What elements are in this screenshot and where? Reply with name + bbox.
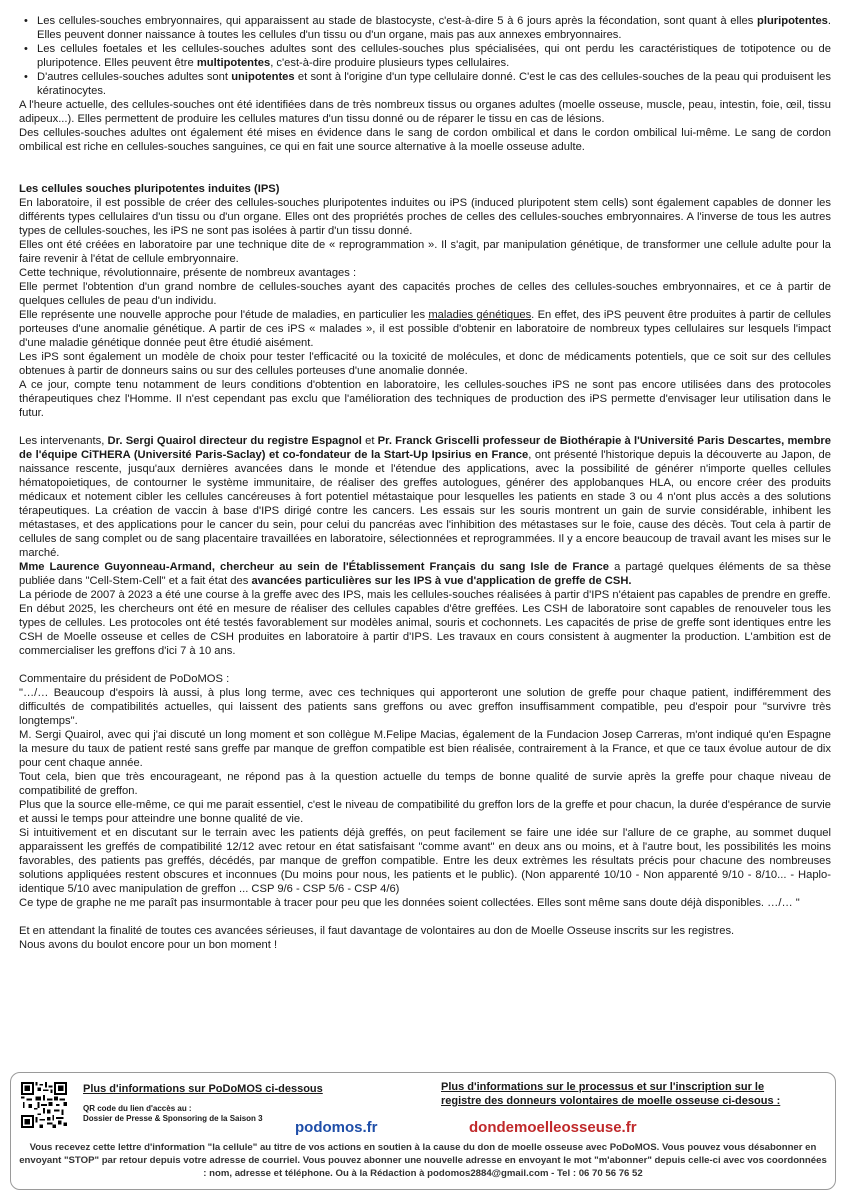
speaker-name: Mme Laurence Guyonneau-Armand, chercheur au sein de l'Établissement Français du sang Isle de France (19, 561, 610, 573)
qr-code-icon[interactable] (21, 1082, 67, 1128)
article-body (19, 14, 831, 952)
podomos-link[interactable]: podomos.fr (295, 1119, 378, 1136)
paragraph: Elle représente une nouvelle approche pour l'étude de maladies, en particulier les maladies génétiques. En effet, des iPS peuvent être produites à partir de cellules porteuses d'une anomalie génétique. A partir de ces iPS « malades », il est possible d'obtenir en laboratoire de nombreux types cellulaires sur lesquels l'impact d'une maladie génétique donnée peut être étudié aisément. (19, 309, 831, 349)
podomos-info-title: Plus d'informations sur PoDoMOS ci-dessous (83, 1083, 323, 1095)
paragraph: Les iPS sont également un modèle de choix pour tester l'efficacité ou la toxicité de molécules, et donc de médicaments potentiels, que ce soit sur des cellules obtenues à partir de donneurs sains ou sur des cellules porteuses d'une anomalie donnée. (19, 351, 831, 377)
paragraph: Elles ont été créées en laboratoire par une technique dite de « reprogrammation ». Il s'agit, par manipulation génétique, de transformer une cellule adulte pour la faire revenir à l'état de cellule embryonnaire. (19, 239, 831, 265)
speakers-paragraph: Les intervenants, Dr. Sergi Quairol directeur du registre Espagnol et Pr. Franck Griscelli professeur de Biothérapie à l'Université Paris Descartes, membre de l'équipe CiTHERA (Université Paris-Saclay) et co-fondateur de la Start-Up Ipsirius en France, ont présenté l'historique depuis la découverte au Japon, de naissance rescente, jusqu'aux dernières avancées dans le monde et l'étendue des applications, avec la possibilité de générer n'importe quelles cellules hématopoietiques, de contourner le système immunitaire, de réaliser des greffes autologues, générer des applobanques HLA, ou encore créer des produits médicaux et notement cibler les cellules cancéreuses à fort potentiel métastaique pour lesquelles les patients en stade 3 ou 4 n'ont plus accès a des solutions térapeutiques. La création de vaccin à base d'IPS dirigé contre les cancers. Les essais sur les souris montrent un gain de survie considérable, inhibent les métastases, et des applications pour le cancer du sein, pour celui du pancréas avec l'inhibition des métastases sur le foie, cause des décès. Tout cela à partir de cellules de sang complet ou de sang placentaire travaillées en laboratoire, sélectionnées et reprogrammées. Il y a encore beaucoup de travail avant les mises sur le marché. (19, 435, 832, 559)
paragraph: En laboratoire, il est possible de créer des cellules-souches pluripotentes induites ou iPS (induced pluripotent stem cells) sont également capables de donner les différents types cellulaires d'un tissu ou d'un organe. Elles ont des propriétés proches de celles des cellules-souches embryonnaires. A l'inverse de tous les autres types de cellules-souches, les iPS ne sont pas isolées à partir d'un tissu donné. (19, 197, 831, 237)
list-item (37, 70, 831, 98)
paragraph: Nous avons du boulot encore pour un bon moment ! (19, 939, 278, 951)
bullet-text: . Elles peuvent donner naissance à toutes les cellules d'un tissu ou d'un organe, mais pas aux annexes embryonnaires. (37, 15, 831, 41)
section-title-ips: Les cellules souches pluripotentes induites (IPS) (19, 183, 280, 195)
paragraph: Cette technique, révolutionnaire, présente de nombreux avantages : (19, 267, 357, 279)
paragraph: A ce jour, compte tenu notamment de leurs conditions d'obtention en laboratoire, les cellules-souches iPS ne sont pas encore utilisées dans des protocoles thérapeutiques chez l'Homme. Il n'est cependant pas exclu que l'amélioration des techniques de production des iPS permette d'envisager leur utilisation dans le futur. (19, 379, 831, 419)
list-item (37, 42, 831, 70)
genetic-diseases-link[interactable]: maladies génétiques (428, 309, 532, 321)
bullet-text: D'autres cellules-souches adultes sont (37, 71, 232, 83)
president-heading: Commentaire du président de PoDoMOS : (19, 673, 230, 685)
don-moelle-link[interactable]: dondemoelleosseuse.fr (469, 1119, 637, 1136)
speaker-name: Dr. Sergi Quairol directeur du registre Espagnol (107, 435, 362, 447)
paragraph: Elle permet l'obtention d'un grand nombre de cellules-souches ayant des capacités proches de celles des cellules-souches embryonnaires, et ce à partir de quelques cellules de peau d'un individu. (19, 281, 831, 307)
bullet-text: Les cellules-souches embryonnaires, qui apparaissent au stade de blastocyste, c'est-à-dire 5 à 6 jours après la fécondation, sont quant à elles (37, 15, 758, 27)
bullet-keyword: unipotentes (231, 71, 295, 83)
bullet-keyword: pluripotentes (757, 15, 828, 27)
paragraph: Tout cela, bien que très encourageant, ne répond pas à la question actuelle du temps de bonne qualité de survie après la greffe pour chaque niveau de compatibilité de greffon. (19, 771, 831, 797)
paragraph: "…/… Beaucoup d'espoirs là aussi, à plus long terme, avec ces techniques qui apporteront une solution de greffe pour chaque patient, indifféremment des difficultés de compatibilités actuelles, qui laissent des patients sans greffons ou avec greffon insuffisamment compatible, peu d'espoir pour "survivre très longtemps". (19, 687, 831, 727)
newsletter-footer (10, 1072, 836, 1190)
paragraph: Plus que la source elle-même, ce qui me parait essentiel, c'est le niveau de compatibilité du greffon lors de la greffe et pour chacun, la durée d'espérance de survie et aussi le temps pour atteindre une bonne qualité de vie. (19, 799, 831, 825)
paragraph: Des cellules-souches adultes ont également été mises en évidence dans le sang de cordon ombilical et dans le cordon ombilical lui-même. Le sang de cordon ombilical est riche en cellules-souches sanguines, ce qui en fait une source alternative à la moelle osseuse adulte. (19, 127, 831, 153)
paragraph: Ce type de graphe ne me paraît pas insurmontable à tracer pour peu que les données soient collectées. Elles sont même sans doute déjà disponibles. …/… " (19, 897, 800, 909)
bullet-text: Les cellules foetales et les cellules-souches adultes sont des cellules-souches plus spécialisées, qui ont perdu les caractéristiques de totipotence ou de pluripotence. Elles peuvent être (37, 43, 831, 69)
list-item (37, 14, 831, 42)
bullet-text: et sont à l'origine d'un type cellulaire donné. C'est le cas des cellules-souches de la peau qui produisent les kératinocytes. (37, 71, 831, 97)
subscription-notice: Vous recevez cette lettre d'information "la cellule" au titre de vos actions en soutien à la cause du don de moelle osseuse avec PoDoMOS. Vous pouvez vous désabonner en envoyant "STOP" par retour depuis votre adresse de courriel. Vous pouvez abonner une nouvelle adresse en envoyant le mot "m'abonner" depuis celle-ci avec vos coordonnées : nom, adresse et téléphone. Ou à la Rédaction à podomos2884@gmail.com - Tel : 06 70 56 76 52 (19, 1142, 827, 1179)
paragraph: M. Sergi Quairol, avec qui j'ai discuté un long moment et son collègue M.Felipe Macias, également de la Fundacion Josep Carreras, m'ont indiqué qu'en Espagne la mesure du taux de patient resté sans greffe par manque de greffon compatible est bien réalisée, contrairement à la France, et que ce taux évolue autour de dix pour cent chaque année. (19, 729, 831, 769)
paragraph: A l'heure actuelle, des cellules-souches ont été identifiées dans de très nombreux tissus ou organes adultes (moelle osseuse, muscle, peau, intestin, foie, œil, tissu adipeux...). Elles permettent de produire les cellules matures d'un tissu donné ou de réparer le tissu en cas de lésions. (19, 99, 831, 125)
paragraph: Si intuitivement et en discutant sur le terrain avec les patients déjà greffés, on peut facilement se faire une idée sur l'allure de ce graphe, au sommet duquel apparaissent les greffés de compatibilité 12/12 avec retour en état satisfaisant "comme avant" en deux ans ou moins, et à l'autre bout, les possibilités les moins favorables, des patients pas greffés, décédés, par manque de greffon compatible. Entre les deux extrèmes les résultats précis pour chacune des nombreuses solutions appliquées restent obscures et inconnues (Du moins pour nous, les patients et le public). (Non apparenté 10/10 - Non apparenté 9/10 - 8/10... - Haplo-identique 5/10 avec manipulation de greffon ... CSP 9/6 - CSP 5/6 - CSP 4/6) (19, 827, 831, 895)
highlight-text: avancées particulières sur les IPS à vue d'application de greffe de CSH. (251, 575, 632, 587)
bullet-keyword: multipotentes (196, 57, 271, 69)
guyonneau-paragraph: Mme Laurence Guyonneau-Armand, chercheur au sein de l'Établissement Français du sang Isle de France a partagé quelques éléments de sa thèse publiée dans "Cell-Stem-Cell" et a fait état des avancées particulières sur les IPS à vue d'application de greffe de CSH. (19, 561, 832, 587)
qr-caption: QR code du lien d'accès au : Dossier de Presse & Sponsoring de la Saison 3 (83, 1104, 263, 1123)
paragraph: En début 2025, les chercheurs ont été en mesure de réaliser des cellules capables d'être greffées. Les CSH de laboratoire sont capables de renouveler tous les types de cellules. Les protocoles ont été testés favorablement sur modèles animal, souris et cochonnets. Les capacités de prise de greffe sont identiques entre les CSH de Moelle osseuse et celles de CSH produites en laboratoire à partir d'IPS. Les travaux en cours consistent à augmenter la production. L'ambition est de commercialiser les greffons d'ici 7 à 10 ans. (19, 603, 831, 657)
paragraph: Et en attendant la finalité de toutes ces avancées sérieuses, il faut davantage de volontaires au don de Moelle Osseuse inscrits sur les registres. (19, 925, 735, 937)
registry-info-title: Plus d'informations sur le processus et sur l'inscription sur le registre des donneurs volontaires de moelle osseuse ci-desous : (441, 1081, 781, 1107)
bullet-text: , c'est-à-dire produire plusieurs types cellulaires. (270, 57, 510, 69)
stem-cell-types-list (19, 14, 831, 98)
paragraph: La période de 2007 à 2023 a été une course à la greffe avec des IPS, mais les cellules-souches réalisées à partir d'IPS n'étaient pas capables de prendre en greffe. (19, 589, 831, 601)
speaker-name: Pr. Franck Griscelli professeur de Biothérapie à l'Université Paris Descartes, membre de l'équipe CiTHERA (Université Paris-Saclay) et co-fondateur de la Start-Up Ipsirius en France (19, 435, 832, 461)
